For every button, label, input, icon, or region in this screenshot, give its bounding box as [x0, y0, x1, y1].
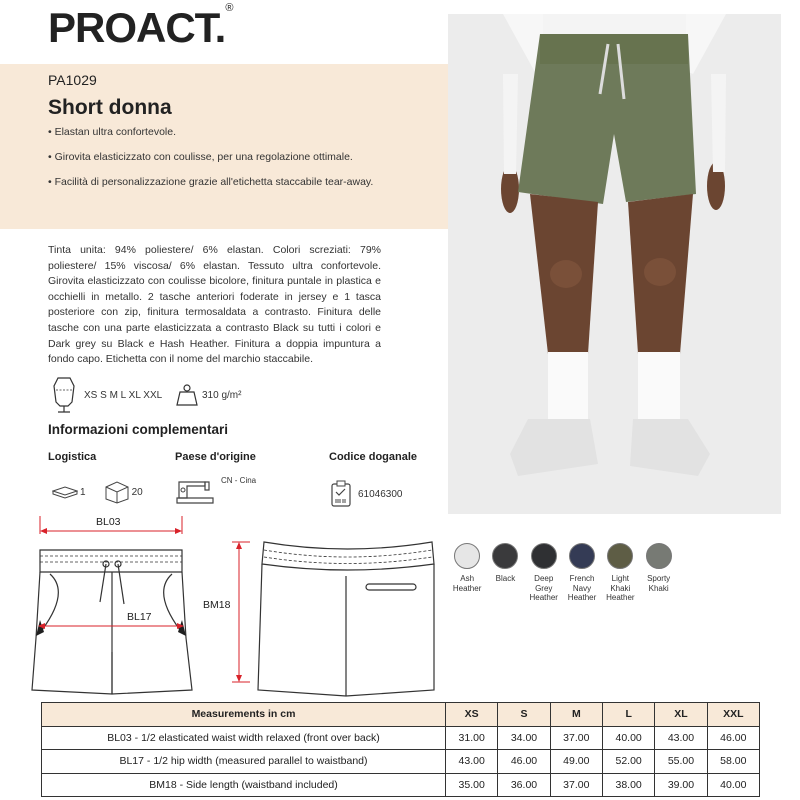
- swatch-label: Ash Heather: [452, 574, 482, 593]
- table-cell: 35.00: [446, 773, 498, 797]
- color-swatches: [448, 543, 678, 603]
- feature-list: [48, 126, 378, 201]
- product-title: Short donna: [48, 96, 172, 119]
- table-cell: 37.00: [550, 726, 602, 750]
- color-swatch[interactable]: [486, 543, 524, 603]
- logistics-label: Logistica: [48, 451, 97, 463]
- swatch-dot: [492, 543, 518, 569]
- brand-logo: PROACT.®: [48, 2, 233, 51]
- fabric-weight: 310 g/m²: [202, 389, 242, 401]
- product-code: PA1029: [48, 72, 97, 88]
- carton-box-icon: [104, 480, 130, 504]
- table-cell: 43.00: [446, 750, 498, 774]
- swatch-label: Deep Grey Heather: [529, 574, 558, 602]
- bm18-label: BM18: [203, 599, 231, 611]
- sizes-row: [48, 375, 162, 415]
- table-cell: 31.00: [446, 726, 498, 750]
- table-cell: 36.00: [498, 773, 550, 797]
- table-cell: 46.00: [498, 750, 550, 774]
- table-row: [42, 773, 760, 797]
- table-cell: 40.00: [602, 726, 654, 750]
- table-cell: 52.00: [602, 750, 654, 774]
- swatch-dot: [646, 543, 672, 569]
- table-cell: 34.00: [498, 726, 550, 750]
- table-cell: BL03 - 1/2 elasticated waist width relaxed (front over back): [42, 726, 446, 750]
- swatch-label: French Navy Heather: [567, 574, 597, 602]
- table-header-row: [42, 703, 760, 727]
- swatch-dot: [454, 543, 480, 569]
- feature-item: • Facilità di personalizzazione grazie all'etichetta staccabile tear-away.: [48, 176, 378, 189]
- table-row: [42, 726, 760, 750]
- color-swatch[interactable]: [448, 543, 486, 603]
- customs-value: 61046300: [358, 488, 403, 500]
- table-cell: 38.00: [602, 773, 654, 797]
- logistics-row: [52, 480, 143, 504]
- table-cell: BL17 - 1/2 hip width (measured parallel to waistband): [42, 750, 446, 774]
- table-row: [42, 750, 760, 774]
- product-photo: [448, 14, 781, 514]
- customs-label: Codice doganale: [329, 451, 418, 463]
- bl17-label: BL17: [127, 611, 152, 623]
- header-cell: M: [550, 703, 602, 727]
- table-cell: 37.00: [550, 773, 602, 797]
- swatch-label: Light Khaki Heather: [606, 574, 635, 602]
- origin-label: Paese d'origine: [175, 451, 256, 463]
- measurements-table: [41, 702, 760, 797]
- table-cell: 39.00: [655, 773, 707, 797]
- info-title: Informazioni complementari: [48, 422, 229, 437]
- table-cell: BM18 - Side length (waistband included): [42, 773, 446, 797]
- color-swatch[interactable]: [601, 543, 639, 603]
- header-cell: XL: [655, 703, 707, 727]
- swatch-label: Sporty Khaki: [647, 574, 671, 593]
- weight-row: [176, 375, 241, 415]
- header-cell: Measurements in cm: [42, 703, 446, 727]
- color-swatch[interactable]: [525, 543, 563, 603]
- feature-item: • Girovita elasticizzato con coulisse, per una regolazione ottimale.: [48, 151, 378, 164]
- header-cell: XS: [446, 703, 498, 727]
- color-swatch[interactable]: [639, 543, 677, 603]
- swatch-dot: [607, 543, 633, 569]
- color-swatch[interactable]: [563, 543, 601, 603]
- origin-value: CN - Cina: [221, 476, 257, 485]
- header-cell: XXL: [707, 703, 759, 727]
- weight-icon: [176, 383, 198, 407]
- header-cell: S: [498, 703, 550, 727]
- size-list: XS S M L XL XXL: [84, 389, 163, 401]
- product-description: Tinta unita: 94% poliestere/ 6% elastan. Colori screziati: 79% poliestere/ 15% viscosa/ 6% elastan. Tessuto ultra confortevole. Girovita elasticizzato con coulisse bicolore, finitura puntale in plastica e occhielli in metallo. 2 tasche anteriori foderate in jersey e 1 tasca posteriore con zip, finitura termosaldata a contrasto. Finitura delle tasche con una parte elasticizzata a contrasto Black su tutti i colori e Dark grey su Black e Hash Heather. Finitura a doppia impuntura a fondo capo. Etichetta con il nome del marchio staccabile.: [48, 244, 381, 366]
- table-cell: 55.00: [655, 750, 707, 774]
- swatch-dot: [531, 543, 557, 569]
- bl03-label: BL03: [96, 516, 121, 528]
- customs-row: [330, 480, 403, 508]
- header-cell: L: [602, 703, 654, 727]
- logistics-box: 20: [131, 486, 143, 498]
- feature-item: • Elastan ultra confortevole.: [48, 126, 378, 139]
- table-cell: 43.00: [655, 726, 707, 750]
- swatch-label: Black: [495, 574, 516, 583]
- table-cell: 49.00: [550, 750, 602, 774]
- mannequin-icon: [48, 376, 80, 414]
- swatch-dot: [569, 543, 595, 569]
- origin-row: [175, 476, 256, 506]
- logistics-unit: 1: [80, 486, 86, 498]
- unit-package-icon: [52, 484, 78, 500]
- table-cell: 58.00: [707, 750, 759, 774]
- customs-document-icon: [330, 480, 352, 508]
- sewing-machine-icon: [175, 476, 215, 506]
- table-cell: 40.00: [707, 773, 759, 797]
- table-cell: 46.00: [707, 726, 759, 750]
